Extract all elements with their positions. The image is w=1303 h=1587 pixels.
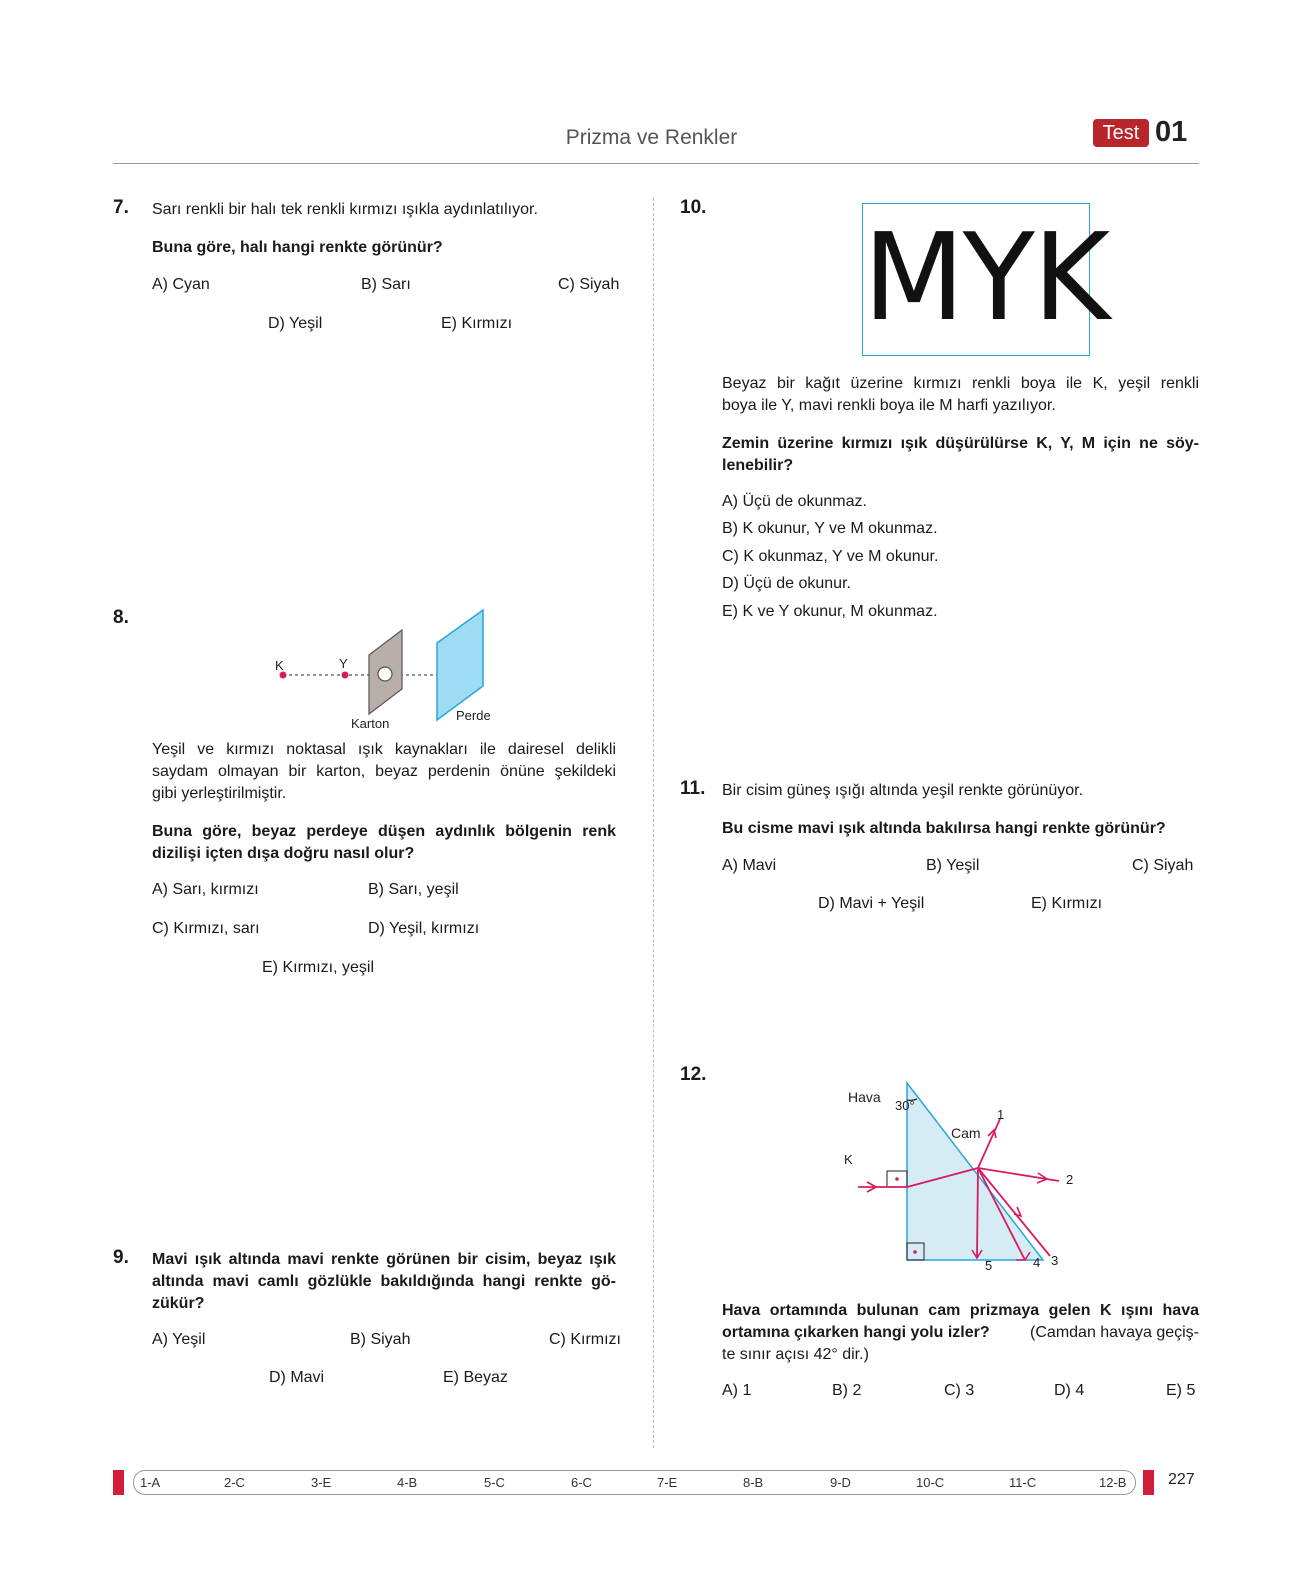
answer-key-box [133, 1470, 1136, 1495]
question-8-option-d[interactable]: D) Yeşil, kırmızı [368, 920, 480, 937]
ray-3-arrow [1014, 1207, 1021, 1216]
question-7-number: 7. [113, 197, 129, 218]
answer-key-right-bar [1143, 1470, 1154, 1495]
question-9-option-e[interactable]: E) Beyaz [443, 1369, 508, 1386]
question-10-option-d[interactable]: D) Üçü de okunur. [722, 575, 851, 592]
label-cam: Cam [951, 1125, 981, 1141]
answer-key-item: 6-C [571, 1475, 592, 1490]
question-8-option-e[interactable]: E) Kırmızı, yeşil [262, 959, 375, 976]
question-7-option-d[interactable]: D) Yeşil [268, 315, 323, 332]
perde-screen [437, 610, 483, 720]
label-perde: Perde [456, 708, 491, 723]
question-12-option-b[interactable]: B) 2 [832, 1382, 862, 1399]
question-9-option-b[interactable]: B) Siyah [350, 1331, 411, 1348]
question-8-stem-line-3: gibi yerleştirilmiştir. [152, 785, 287, 802]
question-12-option-a[interactable]: A) 1 [722, 1382, 752, 1399]
right-angle-dot [913, 1250, 917, 1254]
answer-key-item: 12-B [1099, 1475, 1127, 1490]
question-11-option-d[interactable]: D) Mavi + Yeşil [818, 895, 925, 912]
label-karton: Karton [351, 716, 390, 731]
question-7-option-e[interactable]: E) Kırmızı [441, 315, 513, 332]
question-9-prompt-line-3: zükür? [152, 1295, 205, 1312]
page-title: Prizma ve Renkler [565, 126, 738, 149]
label-k: K [844, 1152, 853, 1167]
question-8-prompt-line-2: dizilişi içten dışa doğru nasıl olur? [152, 845, 415, 862]
ray-1 [978, 1119, 1000, 1168]
source-y-dot [342, 672, 349, 679]
label-y: Y [339, 656, 348, 671]
question-10-option-b[interactable]: B) K okunur, Y ve M okunmaz. [722, 520, 938, 537]
question-12-prism-figure [844, 1080, 1110, 1295]
question-9-option-c[interactable]: C) Kırmızı [549, 1331, 621, 1348]
question-12-prompt-bold: ortamına çıkarken hangi yolu izler? [722, 1324, 990, 1341]
question-8-number: 8. [113, 607, 129, 628]
question-7-prompt: Buna göre, halı hangi renkte görünür? [152, 239, 443, 256]
right-angle-dot [895, 1177, 899, 1181]
question-11-option-b[interactable]: B) Yeşil [926, 857, 980, 874]
question-7-option-a[interactable]: A) Cyan [152, 276, 210, 293]
header-divider [113, 163, 1199, 164]
question-9-prompt-line-1: Mavi ışık altında mavi renkte görünen bir cisim, beyaz ışık [152, 1251, 616, 1268]
test-number: 01 [1155, 116, 1188, 148]
answer-key-item: 10-C [916, 1475, 945, 1490]
question-8-figure [270, 605, 510, 745]
prism-triangle [907, 1083, 1043, 1260]
question-10-number: 10. [680, 197, 707, 218]
question-10-option-e[interactable]: E) K ve Y okunur, M okunmaz. [722, 603, 938, 620]
ray-5 [977, 1168, 978, 1258]
answer-key-item: 11-C [1009, 1475, 1037, 1490]
question-10-prompt-line-1: Zemin üzerine kırmızı ışık düşürülürse K, Y, M için ne söy- [722, 435, 1199, 452]
label-k: K [275, 658, 284, 673]
question-11-option-a[interactable]: A) Mavi [722, 857, 777, 874]
answer-key-item: 3-E [311, 1475, 332, 1490]
question-10-figure-box [862, 203, 1109, 356]
label-ray-3: 3 [1051, 1253, 1059, 1268]
question-11-prompt: Bu cisme mavi ışık altında bakılırsa hangi renkte görünür? [722, 820, 1166, 837]
column-divider [653, 198, 654, 1448]
question-11-option-e[interactable]: E) Kırmızı [1031, 895, 1103, 912]
question-8-option-c[interactable]: C) Kırmızı, sarı [152, 920, 260, 937]
question-10-stem-line-2: boya ile Y, mavi renkli boya ile M harfi yazılıyor. [722, 397, 1056, 414]
question-7-option-b[interactable]: B) Sarı [361, 276, 411, 293]
question-12-number: 12. [680, 1064, 707, 1085]
question-11-option-c[interactable]: C) Siyah [1132, 857, 1194, 874]
question-7-stem: Sarı renkli bir halı tek renkli kırmızı ışıkla aydınlatılıyor. [152, 201, 538, 218]
question-12-prompt-note: (Camdan havaya geçiş- [1030, 1324, 1199, 1341]
answer-key-item: 1-A [140, 1475, 161, 1490]
question-12-option-d[interactable]: D) 4 [1054, 1382, 1085, 1399]
question-9-option-a[interactable]: A) Yeşil [152, 1331, 206, 1348]
answer-key-item: 8-B [743, 1475, 764, 1490]
answer-key-item: 5-C [484, 1475, 505, 1490]
question-12-prompt-line-3: te sınır açısı 42° dir.) [722, 1346, 869, 1363]
question-11-number: 11. [680, 778, 706, 799]
question-11-stem: Bir cisim güneş ışığı altında yeşil renkte görünüyor. [722, 782, 1084, 799]
answer-key-item: 4-B [397, 1475, 418, 1490]
page-number: 227 [1168, 1471, 1195, 1488]
question-8-stem-line-2: saydam olmayan bir karton, beyaz perdenin önüne şekildeki [152, 763, 616, 780]
question-10-option-a[interactable]: A) Üçü de okunmaz. [722, 493, 867, 510]
question-8-prompt-line-1: Buna göre, beyaz perdeye düşen aydınlık bölgenin renk [152, 823, 616, 840]
label-ray-5: 5 [985, 1258, 993, 1273]
question-12-prompt-line-2 [722, 1322, 1199, 1344]
question-9-number: 9. [113, 1247, 129, 1268]
answer-key-item: 7-E [657, 1475, 678, 1490]
label-ray-4: 4 [1033, 1255, 1041, 1270]
label-ray-2: 2 [1066, 1172, 1074, 1187]
question-9-prompt-line-2: altında mavi camlı gözlükle bakıldığında hangi renkte gö- [152, 1273, 616, 1290]
question-8-option-b[interactable]: B) Sarı, yeşil [368, 881, 459, 898]
question-10-figure-letters: MYK [863, 206, 1109, 348]
question-7-option-c[interactable]: C) Siyah [558, 276, 620, 293]
question-10-stem-line-1: Beyaz bir kağıt üzerine kırmızı renkli boya ile K, yeşil renkli [722, 375, 1199, 392]
question-8-option-a[interactable]: A) Sarı, kırmızı [152, 881, 259, 898]
answer-key-item: 2-C [224, 1475, 245, 1490]
karton-hole [378, 667, 392, 681]
question-12-option-e[interactable]: E) 5 [1166, 1382, 1196, 1399]
answer-key-item: 9-D [830, 1475, 851, 1490]
question-12-option-c[interactable]: C) 3 [944, 1382, 975, 1399]
question-10-option-c[interactable]: C) K okunmaz, Y ve M okunur. [722, 548, 939, 565]
question-10-prompt-line-2: lenebilir? [722, 457, 794, 474]
question-9-option-d[interactable]: D) Mavi [269, 1369, 325, 1386]
answer-key-left-bar [113, 1470, 124, 1495]
question-8-stem-line-1: Yeşil ve kırmızı noktasal ışık kaynakları ile dairesel delikli [152, 741, 616, 758]
label-angle: 30° [895, 1098, 915, 1113]
label-ray-1: 1 [997, 1107, 1005, 1122]
label-hava: Hava [848, 1089, 881, 1105]
test-badge: Test [1093, 119, 1149, 147]
question-12-prompt-line-1: Hava ortamında bulunan cam prizmaya gelen K ışını hava [722, 1302, 1199, 1319]
